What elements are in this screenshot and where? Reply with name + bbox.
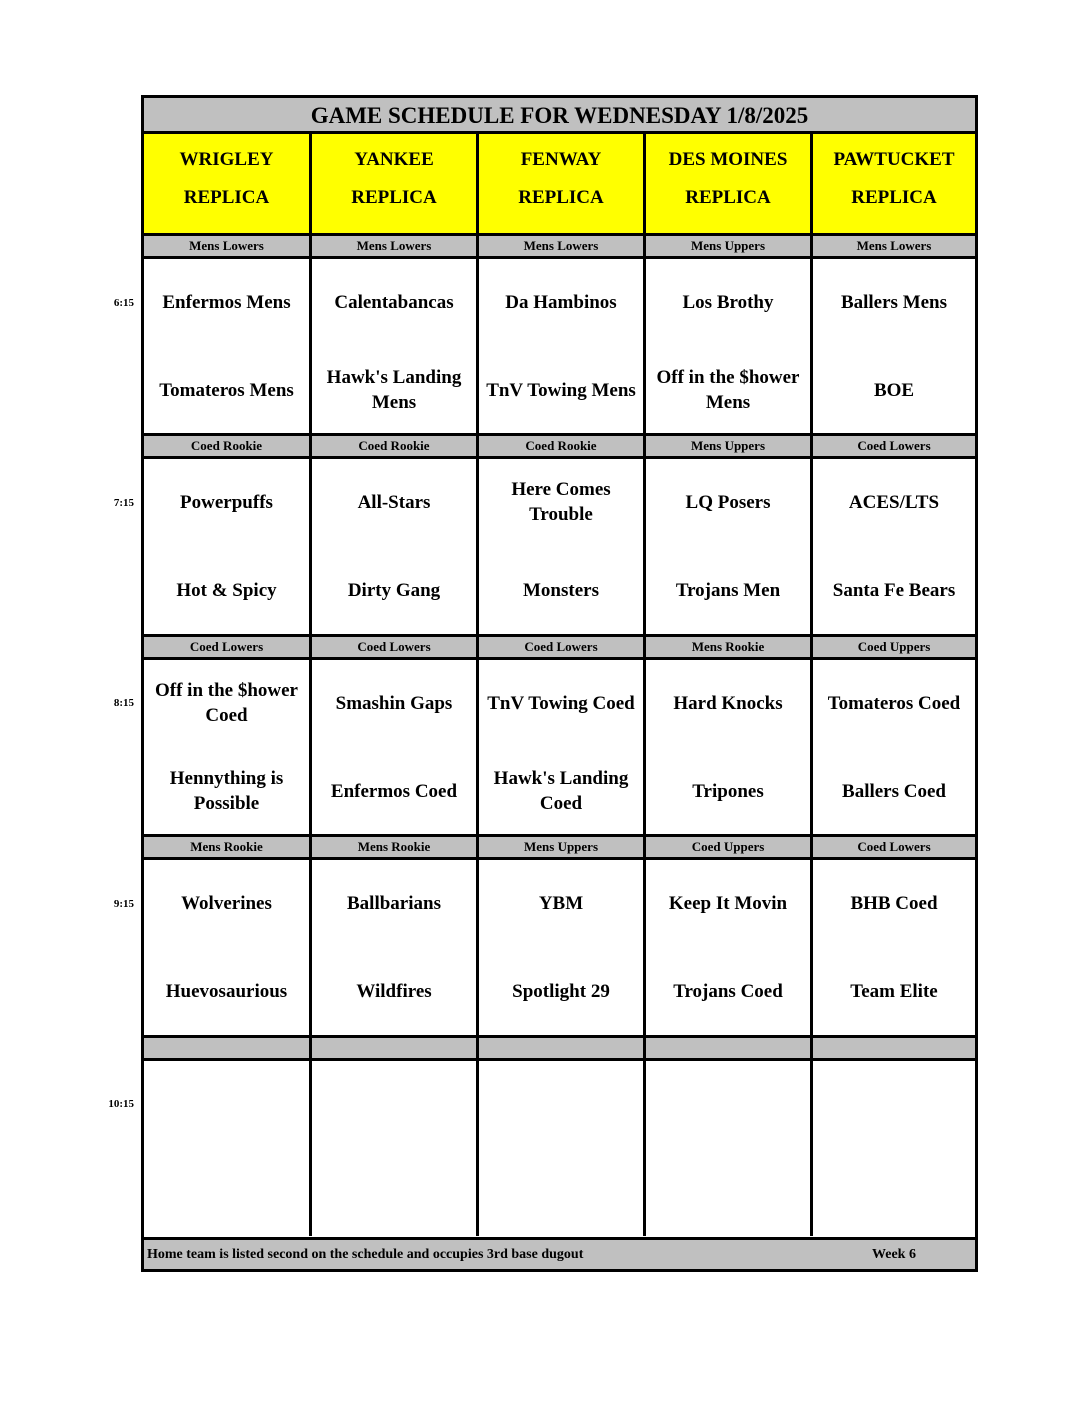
field-name: YANKEE	[354, 149, 434, 170]
game-cell	[312, 459, 479, 634]
home-team: Team Elite	[850, 980, 938, 1002]
away-team: Los Brothy	[682, 291, 774, 313]
game-slot-row	[144, 459, 975, 634]
away-team: BHB Coed	[850, 892, 938, 914]
game-cell	[646, 459, 813, 634]
away-team: Ballbarians	[347, 892, 441, 914]
home-team: Huevosaurious	[165, 980, 288, 1002]
division-row	[144, 233, 975, 259]
home-team: Tomateros Mens	[159, 379, 294, 401]
home-team: Spotlight 29	[512, 980, 610, 1002]
time-label: 10:15	[108, 1098, 134, 1110]
division-label: Coed Uppers	[646, 834, 813, 860]
game-cell	[646, 660, 813, 835]
game-cell	[479, 459, 646, 634]
home-team	[646, 1157, 810, 1227]
away-team: Powerpuffs	[180, 491, 273, 513]
field-name: DES MOINES	[668, 149, 788, 170]
away-team: Off in the $hower Coed	[154, 680, 298, 726]
game-cell	[479, 1061, 646, 1236]
away-team: Calentabancas	[334, 291, 454, 313]
week-label: Week 6	[872, 1247, 916, 1262]
away-team: Enfermos Mens	[162, 291, 291, 313]
game-cell	[479, 259, 646, 434]
home-team: Dirty Gang	[347, 579, 441, 601]
field-subtitle: REPLICA	[518, 187, 604, 208]
division-label: Mens Uppers	[646, 433, 813, 459]
home-team: Trojans Men	[675, 579, 781, 601]
division-label: Mens Rookie	[144, 834, 312, 860]
division-label: Coed Lowers	[479, 634, 646, 660]
field-header-wrigley	[144, 134, 312, 236]
schedule-table	[141, 95, 978, 1272]
home-team: BOE	[873, 379, 915, 401]
division-label	[144, 1035, 312, 1061]
time-label: 8:15	[113, 697, 134, 709]
field-header-des-moines	[646, 134, 813, 236]
schedule-title: GAME SCHEDULE FOR WEDNESDAY 1/8/2025	[144, 98, 975, 134]
away-team: Keep It Movin	[668, 892, 788, 914]
home-team: TnV Towing Mens	[486, 379, 636, 401]
footer-bar	[144, 1237, 975, 1269]
division-label: Coed Lowers	[144, 634, 312, 660]
division-label: Mens Lowers	[813, 233, 975, 259]
field-subtitle: REPLICA	[685, 187, 771, 208]
game-cell	[312, 660, 479, 835]
game-slot-row	[144, 660, 975, 835]
game-cell	[646, 259, 813, 434]
field-name: PAWTUCKET	[833, 149, 955, 170]
game-cell	[312, 1061, 479, 1236]
game-cell	[312, 259, 479, 434]
game-cell	[144, 660, 312, 835]
away-team: Here Comes Trouble	[511, 479, 611, 525]
division-label: Coed Lowers	[813, 834, 975, 860]
division-label: Coed Lowers	[312, 634, 479, 660]
field-header-pawtucket	[813, 134, 975, 236]
division-label	[646, 1035, 813, 1061]
division-label: Mens Rookie	[312, 834, 479, 860]
field-header-fenway	[479, 134, 646, 236]
game-cell	[813, 1061, 975, 1236]
away-team: YBM	[538, 892, 584, 914]
game-cell	[646, 1061, 813, 1236]
division-label	[813, 1035, 975, 1061]
game-cell	[813, 860, 975, 1035]
game-cell	[646, 860, 813, 1035]
away-team: Hard Knocks	[673, 692, 783, 714]
home-team	[144, 1157, 309, 1227]
home-team: Santa Fe Bears	[832, 579, 956, 601]
away-team	[312, 1069, 476, 1139]
game-cell	[813, 660, 975, 835]
game-cell	[479, 660, 646, 835]
field-header-row	[144, 134, 975, 236]
division-label: Mens Lowers	[144, 233, 312, 259]
home-team: Wildfires	[356, 980, 432, 1002]
game-slot-row	[144, 1061, 975, 1236]
game-cell	[144, 860, 312, 1035]
away-team: LQ Posers	[685, 491, 771, 513]
time-label: 7:15	[113, 497, 134, 509]
field-subtitle: REPLICA	[183, 187, 270, 208]
home-team: Hennything is Possible	[169, 768, 284, 814]
home-team: Hot & Spicy	[176, 579, 277, 601]
away-team	[646, 1069, 810, 1139]
division-row	[144, 433, 975, 459]
division-label: Coed Rookie	[479, 433, 646, 459]
game-slot-row	[144, 259, 975, 434]
away-team: Wolverines	[181, 892, 272, 914]
division-label: Coed Lowers	[813, 433, 975, 459]
home-team: Hawk's Landing Coed	[493, 768, 629, 814]
home-team: Enfermos Coed	[330, 780, 458, 802]
home-team: Off in the $hower Mens	[656, 367, 800, 413]
division-label: Mens Uppers	[479, 834, 646, 860]
home-team: Hawk's Landing Mens	[326, 367, 462, 413]
division-label: Mens Rookie	[646, 634, 813, 660]
field-name: FENWAY	[520, 149, 602, 170]
division-label: Mens Lowers	[479, 233, 646, 259]
time-label: 9:15	[113, 898, 134, 910]
home-team: Tripones	[692, 780, 764, 802]
division-label: Mens Uppers	[646, 233, 813, 259]
home-team	[813, 1157, 975, 1227]
home-team: Ballers Coed	[842, 780, 946, 802]
division-row	[144, 1035, 975, 1061]
time-label: 6:15	[113, 297, 134, 309]
away-team	[144, 1069, 309, 1139]
away-team	[813, 1069, 975, 1139]
game-cell	[144, 459, 312, 634]
away-team: ACES/LTS	[848, 491, 940, 513]
home-team: Monsters	[523, 579, 599, 601]
division-row	[144, 634, 975, 660]
game-cell	[312, 860, 479, 1035]
division-label: Coed Rookie	[144, 433, 312, 459]
away-team	[479, 1069, 643, 1139]
division-label: Coed Uppers	[813, 634, 975, 660]
division-label	[312, 1035, 479, 1061]
game-cell	[479, 860, 646, 1035]
game-cell	[813, 259, 975, 434]
field-subtitle: REPLICA	[351, 187, 437, 208]
away-team: All-Stars	[357, 491, 431, 513]
field-name: WRIGLEY	[179, 149, 274, 170]
division-label	[479, 1035, 646, 1061]
game-cell	[144, 259, 312, 434]
away-team: Smashin Gaps	[335, 692, 453, 714]
home-team	[479, 1157, 643, 1227]
field-header-yankee	[312, 134, 479, 236]
home-team: Trojans Coed	[673, 980, 783, 1002]
game-slot-row	[144, 860, 975, 1035]
footer-note: Home team is listed second on the schedule and occupies 3rd base dugout	[147, 1247, 584, 1262]
game-cell	[144, 1061, 312, 1236]
away-team: Tomateros Coed	[827, 692, 961, 714]
home-team	[312, 1157, 476, 1227]
away-team: Da Hambinos	[505, 291, 617, 313]
division-label: Coed Rookie	[312, 433, 479, 459]
division-row	[144, 834, 975, 860]
division-label: Mens Lowers	[312, 233, 479, 259]
game-cell	[813, 459, 975, 634]
field-subtitle: REPLICA	[851, 187, 937, 208]
away-team: Ballers Mens	[840, 291, 948, 313]
away-team: TnV Towing Coed	[487, 692, 635, 714]
